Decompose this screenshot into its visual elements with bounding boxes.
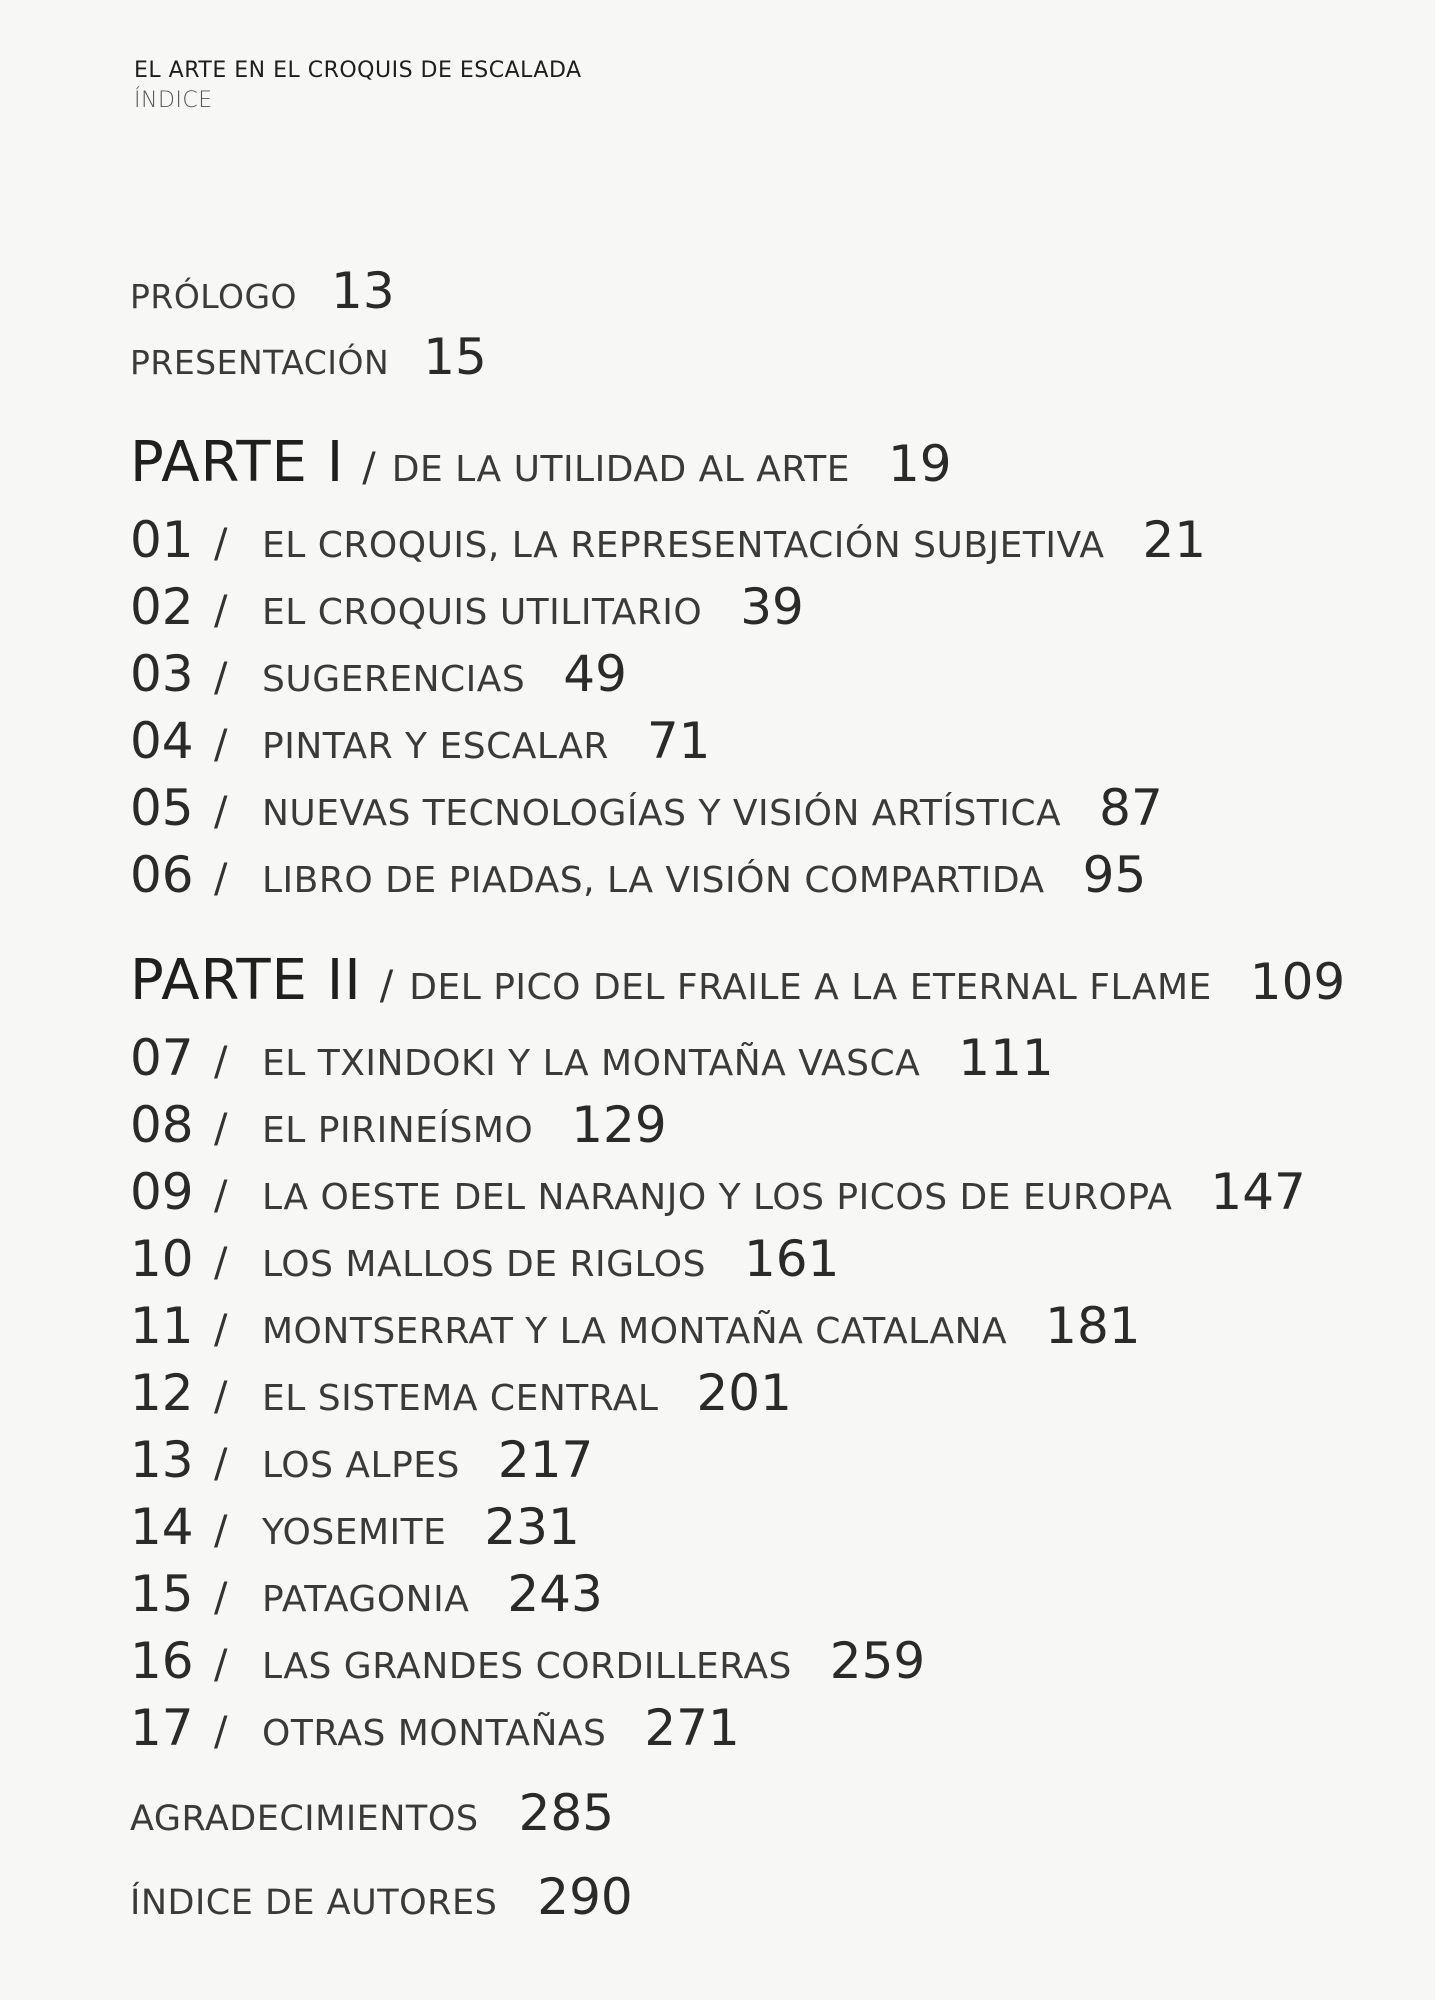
part-title: DE LA UTILIDAD AL ARTE <box>391 449 850 490</box>
slash: / <box>214 1106 228 1152</box>
toc-chapter-15 <box>130 1565 603 1623</box>
entry-page: 285 <box>518 1784 615 1842</box>
chapter-title: EL SISTEMA CENTRAL <box>262 1378 659 1419</box>
chapter-page: 147 <box>1210 1163 1306 1221</box>
toc-chapter-11 <box>130 1297 1141 1355</box>
toc-entry-prologo <box>130 262 395 320</box>
toc-chapter-07 <box>130 1029 1054 1087</box>
part-page: 19 <box>888 435 952 493</box>
chapter-page: 243 <box>507 1565 603 1623</box>
chapter-number: 13 <box>130 1431 194 1489</box>
entry-page: 13 <box>331 262 395 320</box>
toc-entry-presentacion <box>130 328 487 386</box>
toc-chapter-09 <box>130 1163 1306 1221</box>
chapter-number: 01 <box>130 511 194 569</box>
entry-label: ÍNDICE DE AUTORES <box>130 1883 498 1923</box>
slash: / <box>214 1441 228 1487</box>
toc-chapter-13 <box>130 1431 593 1489</box>
chapter-title: YOSEMITE <box>262 1512 447 1553</box>
chapter-title: LAS GRANDES CORDILLERAS <box>262 1646 792 1687</box>
toc-part-2 <box>130 948 1345 1013</box>
chapter-page: 71 <box>646 712 711 770</box>
slash: / <box>214 588 228 634</box>
chapter-page: 129 <box>571 1096 667 1154</box>
slash: / <box>214 1374 228 1420</box>
chapter-title: LOS MALLOS DE RIGLOS <box>262 1244 706 1285</box>
part-page: 109 <box>1249 953 1346 1011</box>
chapter-title: PINTAR Y ESCALAR <box>262 726 609 767</box>
slash: / <box>214 521 228 567</box>
slash: / <box>214 1240 228 1286</box>
part-label: PARTE I <box>130 430 345 495</box>
chapter-title: EL CROQUIS, LA REPRESENTACIÓN SUBJETIVA <box>262 525 1105 566</box>
entry-page: 290 <box>537 1868 633 1926</box>
chapter-page: 201 <box>696 1364 792 1422</box>
chapter-number: 05 <box>130 779 194 837</box>
entry-label: AGRADECIMIENTOS <box>130 1799 479 1839</box>
slash: / <box>379 963 394 1009</box>
chapter-number: 09 <box>130 1163 194 1221</box>
chapter-title: LA OESTE DEL NARANJO Y LOS PICOS DE EUROPA <box>262 1177 1173 1218</box>
toc-chapter-17 <box>130 1699 740 1757</box>
slash: / <box>214 1173 228 1219</box>
chapter-number: 12 <box>130 1364 194 1422</box>
toc-chapter-05 <box>130 779 1163 837</box>
chapter-page: 95 <box>1082 846 1147 904</box>
toc-part-1 <box>130 430 952 495</box>
chapter-number: 03 <box>130 645 194 703</box>
slash: / <box>214 856 228 902</box>
chapter-page: 181 <box>1045 1297 1141 1355</box>
slash: / <box>214 1508 228 1554</box>
toc-chapter-01 <box>130 511 1206 569</box>
slash: / <box>214 1642 228 1688</box>
toc-entry-agradecimientos <box>130 1784 614 1842</box>
toc-chapter-16 <box>130 1632 925 1690</box>
slash: / <box>214 1575 228 1621</box>
chapter-number: 14 <box>130 1498 194 1556</box>
slash: / <box>362 445 376 491</box>
chapter-title: OTRAS MONTAÑAS <box>262 1713 607 1754</box>
chapter-number: 02 <box>130 578 194 636</box>
book-title: EL ARTE EN EL CROQUIS DE ESCALADA <box>134 58 582 83</box>
slash: / <box>214 1039 228 1085</box>
slash: / <box>214 722 228 768</box>
toc-entry-indice-autores <box>130 1868 633 1926</box>
section-title: ÍNDICE <box>134 88 213 113</box>
chapter-title: PATAGONIA <box>262 1579 470 1620</box>
chapter-page: 111 <box>958 1029 1054 1087</box>
chapter-number: 07 <box>130 1029 194 1087</box>
chapter-page: 49 <box>563 645 627 703</box>
toc-chapter-10 <box>130 1230 839 1288</box>
toc-chapter-06 <box>130 846 1146 904</box>
slash: / <box>214 789 228 835</box>
toc-chapter-08 <box>130 1096 667 1154</box>
toc-chapter-12 <box>130 1364 792 1422</box>
entry-label: PRESENTACIÓN <box>130 343 390 382</box>
chapter-page: 217 <box>497 1431 594 1489</box>
chapter-number: 08 <box>130 1096 194 1154</box>
part-label: PARTE II <box>130 948 362 1013</box>
chapter-title: LIBRO DE PIADAS, LA VISIÓN COMPARTIDA <box>262 860 1045 901</box>
chapter-page: 271 <box>644 1699 740 1757</box>
chapter-title: NUEVAS TECNOLOGÍAS Y VISIÓN ARTÍSTICA <box>262 793 1062 834</box>
chapter-number: 15 <box>130 1565 194 1623</box>
chapter-title: EL PIRINEÍSMO <box>262 1110 534 1151</box>
chapter-number: 16 <box>130 1632 194 1690</box>
slash: / <box>214 655 228 701</box>
entry-page: 15 <box>423 328 487 386</box>
chapter-title: SUGERENCIAS <box>262 659 526 700</box>
chapter-page: 39 <box>740 578 804 636</box>
chapter-page: 231 <box>484 1498 580 1556</box>
slash: / <box>214 1307 228 1353</box>
slash: / <box>214 1709 228 1755</box>
chapter-number: 10 <box>130 1230 194 1288</box>
toc-chapter-03 <box>130 645 627 703</box>
chapter-title: EL TXINDOKI Y LA MONTAÑA VASCA <box>262 1043 921 1084</box>
chapter-title: LOS ALPES <box>262 1445 460 1486</box>
chapter-number: 04 <box>130 712 194 770</box>
chapter-number: 17 <box>130 1699 194 1757</box>
chapter-page: 259 <box>829 1632 926 1690</box>
toc-chapter-04 <box>130 712 710 770</box>
chapter-page: 87 <box>1099 779 1163 837</box>
entry-label: PRÓLOGO <box>130 277 298 316</box>
toc-chapter-14 <box>130 1498 580 1556</box>
chapter-page: 161 <box>743 1230 840 1288</box>
toc-chapter-02 <box>130 578 804 636</box>
chapter-title: EL CROQUIS UTILITARIO <box>262 592 703 633</box>
chapter-number: 06 <box>130 846 194 904</box>
chapter-number: 11 <box>130 1297 194 1355</box>
chapter-title: MONTSERRAT Y LA MONTAÑA CATALANA <box>262 1311 1008 1352</box>
part-title: DEL PICO DEL FRAILE A LA ETERNAL FLAME <box>409 967 1212 1008</box>
chapter-page: 21 <box>1142 511 1207 569</box>
running-header <box>134 56 582 116</box>
